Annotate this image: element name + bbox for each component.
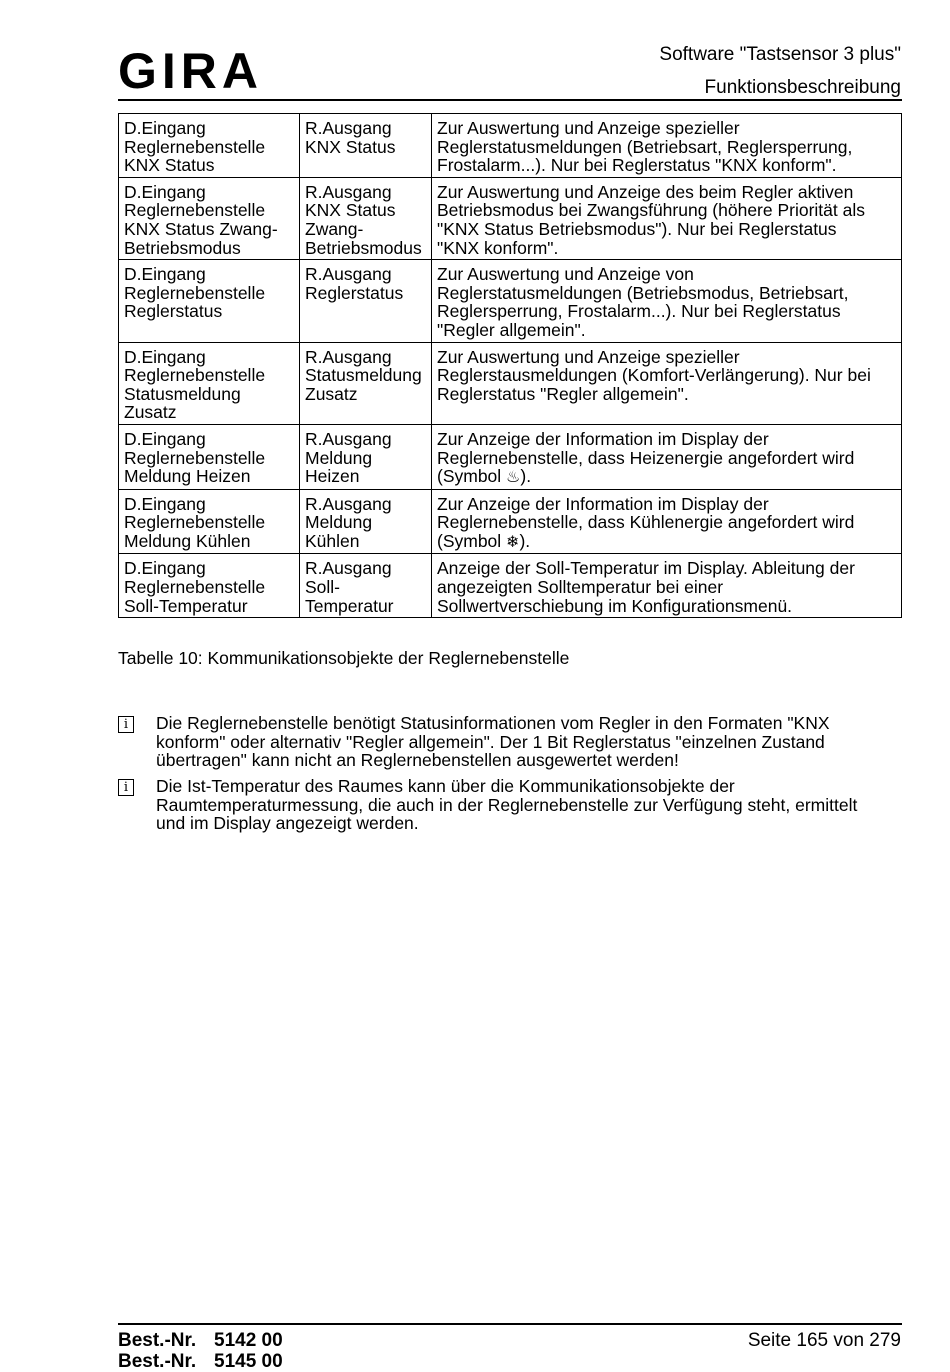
object-name: D.Eingang Reglernebenstelle Meldung Heizen	[124, 428, 266, 487]
object-function: R.Ausgang Soll- Temperatur	[305, 558, 394, 616]
object-name-cell	[119, 342, 300, 424]
object-name: D.Eingang Reglernebenstelle Meldung Kühlen	[124, 493, 266, 551]
object-name: D.Eingang Reglernebenstelle KNX Status Zwang- Betriebsmodus	[124, 181, 278, 258]
object-name: D.Eingang Reglernebenstelle Statusmeldung Zusatz	[124, 346, 266, 423]
order-number: 5145 00	[214, 1351, 283, 1372]
info-note	[118, 777, 908, 833]
object-description-cell	[432, 177, 902, 259]
info-icon: i	[118, 779, 134, 796]
table-row	[119, 424, 902, 489]
object-function-cell	[300, 489, 432, 554]
header-divider	[118, 99, 902, 101]
note-text: Die Ist-Temperatur des Raumes kann über die Kommunikationsobjekte der Raumtemperaturmessung, die auch in der Reglernebenstelle zur Verfügung steht, ermittelt und im Display angezeigt werden.	[156, 776, 858, 834]
object-name-cell	[119, 177, 300, 259]
object-function: R.Ausgang Meldung Kühlen	[305, 493, 392, 551]
order-numbers	[118, 1330, 283, 1372]
gira-logo: GIRA	[118, 43, 263, 99]
order-number-line	[118, 1330, 283, 1351]
object-description: Zur Anzeige der Information im Display der Reglernebenstelle, dass Heizenergie angefordert wird (Symbol	[437, 428, 855, 487]
object-description: Zur Auswertung und Anzeige spezieller Reglerstausmeldungen (Komfort-Verlängerung). Nur bei Reglerstatus "Regler allgemein".	[437, 346, 871, 404]
object-function: R.Ausgang Reglerstatus	[305, 264, 404, 303]
object-description-cell	[432, 342, 902, 424]
cooling-symbol-icon: ❄	[506, 531, 520, 551]
object-function: R.Ausgang KNX Status Zwang- Betriebsmodus	[305, 181, 422, 258]
object-description: Zur Anzeige der Information im Display der Reglernebenstelle, dass Kühlenergie angefordert wird (Symbol	[437, 493, 855, 551]
heating-symbol-icon: ♨	[506, 467, 521, 487]
table-row	[119, 260, 902, 342]
document-subtitle: Funktionsbeschreibung	[704, 77, 901, 98]
order-label: Best.-Nr.	[118, 1351, 197, 1372]
order-label: Best.-Nr.	[118, 1330, 197, 1351]
object-name-cell	[119, 554, 300, 618]
footer-divider	[118, 1323, 902, 1325]
object-function-cell	[300, 554, 432, 618]
object-name-cell	[119, 424, 300, 489]
table-row	[119, 489, 902, 554]
table-row	[119, 342, 902, 424]
object-description: Zur Auswertung und Anzeige von Reglerstatusmeldungen (Betriebsmodus, Betriebsart, Reglersperrung, Frostalarm...). Nur bei Reglerstatus "Regler allgemein".	[437, 264, 849, 340]
object-description-cell	[432, 554, 902, 618]
document-title: Software "Tastsensor 3 plus"	[659, 44, 901, 65]
object-description: Anzeige der Soll-Temperatur im Display. Ableitung der angezeigten Solltemperatur bei einer Sollwertverschiebung im Konfigurationsmenü.	[437, 558, 855, 616]
table-row	[119, 554, 902, 618]
object-function-cell	[300, 424, 432, 489]
object-name-cell	[119, 489, 300, 554]
note-text: Die Reglernebenstelle benötigt Statusinformationen vom Regler in den Formaten "KNX konform" oder alternativ "Regler allgemein". Der 1 Bit Reglerstatus "einzelnen Zustand übertragen" kann nicht an Reglernebenstellen ausgewertet werden!	[156, 713, 830, 771]
object-function-cell	[300, 342, 432, 424]
object-name: D.Eingang Reglernebenstelle Reglerstatus	[124, 264, 266, 322]
object-name-cell	[119, 260, 300, 342]
object-name: D.Eingang Reglernebenstelle Soll-Temperatur	[124, 558, 266, 616]
object-function-cell	[300, 177, 432, 259]
object-name-cell	[119, 114, 300, 178]
object-name: D.Eingang Reglernebenstelle KNX Status	[124, 118, 266, 176]
object-description-cell	[432, 260, 902, 342]
info-icon: i	[118, 716, 134, 733]
object-description: Zur Auswertung und Anzeige spezieller Reglerstatusmeldungen (Betriebsart, Reglersperrung, Frostalarm...). Nur bei Reglerstatus "KNX konform".	[437, 118, 853, 176]
object-function: R.Ausgang Statusmeldung Zusatz	[305, 346, 422, 404]
document-header	[659, 38, 901, 104]
object-function: R.Ausgang KNX Status	[305, 118, 396, 157]
object-description-cell	[432, 489, 902, 554]
object-description-end: ).	[519, 530, 531, 551]
info-note	[118, 714, 908, 770]
order-number: 5142 00	[214, 1330, 283, 1351]
communication-objects-table	[118, 113, 902, 618]
object-function: R.Ausgang Meldung Heizen	[305, 428, 392, 487]
page-number: Seite 165 von 279	[747, 1330, 901, 1351]
table-caption: Tabelle 10: Kommunikationsobjekte der Reglernebenstelle	[118, 648, 570, 668]
table-row	[119, 177, 902, 259]
table-row	[119, 114, 902, 178]
object-description-cell	[432, 424, 902, 489]
object-function-cell	[300, 114, 432, 178]
object-description: Zur Auswertung und Anzeige des beim Regler aktiven Betriebsmodus bei Zwangsführung (höhere Priorität als "KNX Status Betriebsmodus"). Nur bei Reglerstatus "KNX konform".	[437, 181, 865, 258]
object-description-cell	[432, 114, 902, 178]
object-function-cell	[300, 260, 432, 342]
object-description-end: ).	[520, 466, 532, 487]
